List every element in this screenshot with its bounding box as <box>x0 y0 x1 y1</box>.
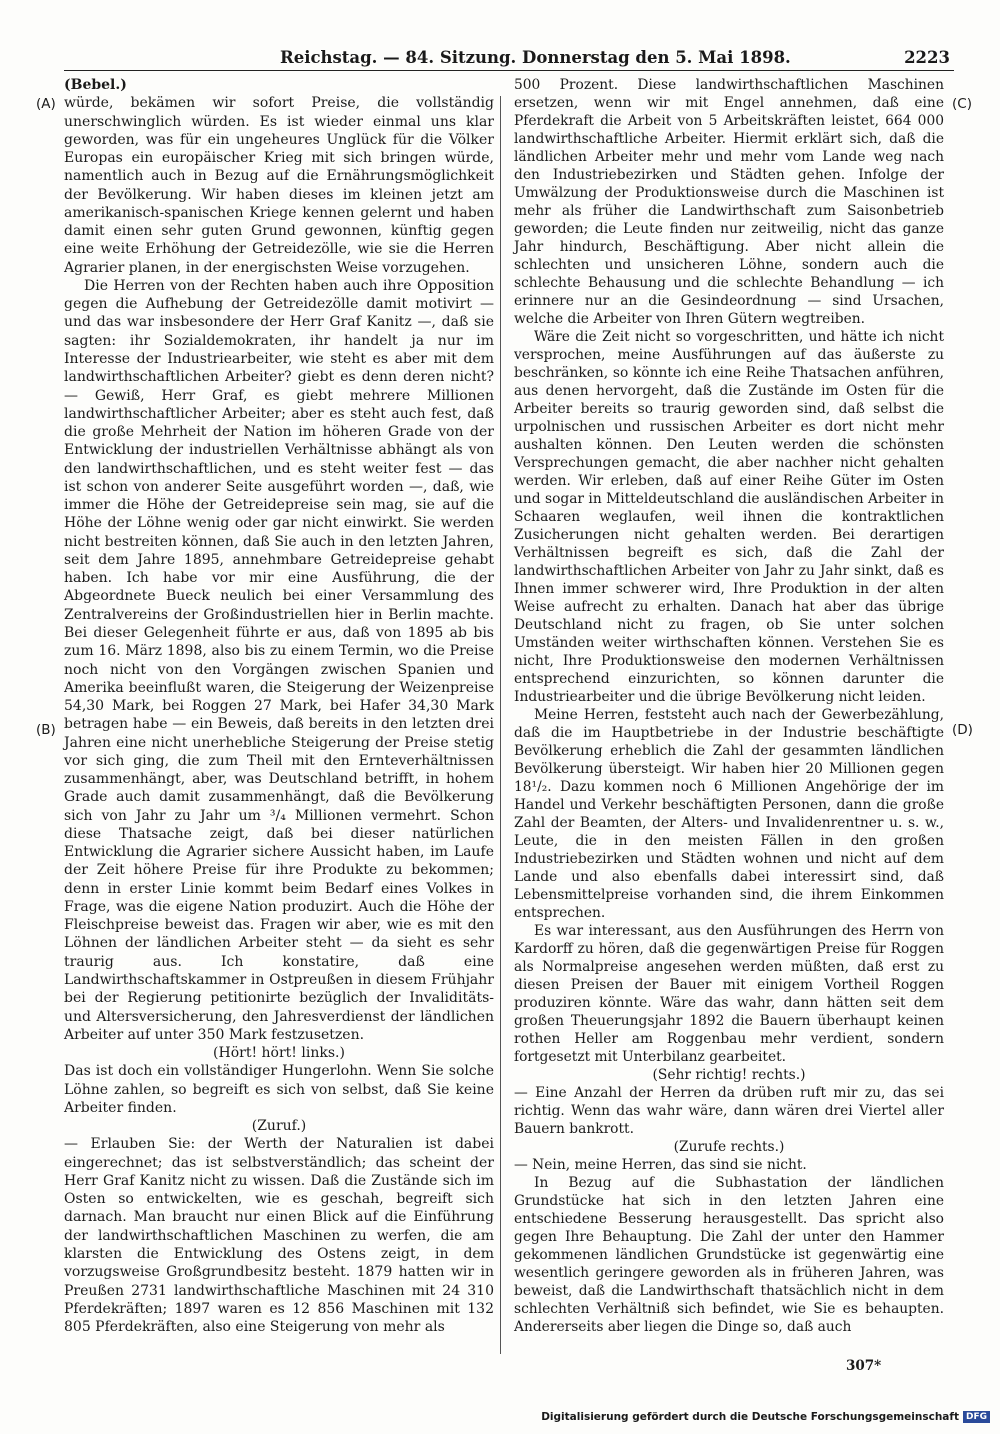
margin-marker-a: (A) <box>36 96 56 112</box>
paragraph: Die Herren von der Rechten haben auch ihre Opposition gegen die Aufhebung der Getreidezölle damit motivirt — und das war insbesondere der Herr Graf Kanitz —, daß sie sagten: ihr Sozialdemokraten, ihr handelt ja nur im Interesse der Industriearbeiter, wie steht es aber mit dem landwirthschaftlichen Arbeiter? giebt es denn deren nicht? — Gewiß, Herr Graf, es giebt mehrere Millionen landwirthschaftlicher Arbeiter; aber es steht auch fest, daß die große Mehrheit der Nation im höheren Grade von der Entwicklung der industriellen Verhältnisse abhängt als von den landwirthschaftlichen, und es steht weiter fest — das ist schon von anderer Seite ausgeführt worden —, daß, wie immer die Höhe der Getreidepreise sein mag, sie auf die Höhe der Löhne wenig oder gar nicht einwirkt. Sie werden nicht bestreiten können, daß Sie auch in den letzten Jahren, seit dem Jahre 1895, annehmbare Getreidepreise gehabt haben. Ich habe vor mir eine Ausführung, die der Abgeordnete Bueck neulich bei einer Versammlung des Zentralvereins der Großindustriellen hier in Berlin machte. Bei dieser Gelegenheit führte er aus, daß von 1895 ab bis zum 16. März 1898, also bis zu einem Termin, wo die Preise noch nicht von den Vorgängen zwischen Spanien und Amerika beeinflußt waren, die Steigerung der Weizenpreise 54,30 Mark, bei Roggen 27 Mark, bei Hafer 34,30 Mark betragen habe — ein Beweis, daß bereits in den letzten drei Jahren eine nicht unerhebliche Steigerung der Preise stetig vor sich ging, die zum Theil mit den Ernteverhältnissen zusammenhängt, aber, was Deutschland betrifft, in hohem Grade auch damit zusammenhängt, daß die Bevölkerung sich von Jahr zu Jahr um ³/₄ Millionen vermehrt. Schon diese Thatsache zeigt, daß bei dieser natürlichen Entwicklung die Agrarier sichere Aussicht haben, im Laufe der Zeit höhere Preise für ihre Produkte zu bekommen; denn in erster Linie kommt beim Bedarf eines Volkes in Frage, was die eigene Nation produzirt. Auch die Höhe der Fleischpreise beweist das. Fragen wir aber, wie es mit den Löhnen der ländlichen Arbeiter steht — da sieht es sehr traurig aus. Ich konstatire, daß eine Landwirthschaftskammer in Ostpreußen in diesem Frühjahr bei der Regierung petitionirte bezüglich der Invaliditäts- und Altersversicherung, den Jahresverdienst der ländlichen Arbeiter auf unter 350 Mark festzusetzen. <box>64 277 494 1043</box>
sheet-signature: 307* <box>846 1358 882 1374</box>
column-divider <box>500 96 501 1354</box>
right-column <box>514 76 944 1336</box>
interjection: (Zurufe rechts.) <box>673 1139 785 1155</box>
interjection: (Hört! hört! links.) <box>213 1045 345 1062</box>
paragraph: Wäre die Zeit nicht so vorgeschritten, und hätte ich nicht versprochen, meine Ausführungen auf das äußerste zu beschränken, so könnte ich eine Reihe Thatsachen anführen, aus denen hervorgeht, daß die Zustände im Osten für die Arbeiter bereits so traurig geworden sind, daß selbst die urpolnischen und russischen Arbeiter es dort nicht mehr aushalten können. Den Leuten werden die schönsten Versprechungen gemacht, die aber nachher nicht gehalten werden. Wir erleben, daß auf einer Reihe Güter im Osten und sogar in Mitteldeutschland die ausländischen Arbeiter in Schaaren weglaufen, weil ihnen die kontraktlichen Zusicherungen nicht gehalten werden. Bei derartigen Verhältnissen begreift es sich, daß die Zahl der landwirthschaftlichen Arbeiter von Jahr zu Jahr sinkt, daß es Ihnen immer schwerer wird, Ihre Produktion in der alten Weise aufrecht zu erhalten. Danach hat aber das übrige Deutschland nicht zu fragen, ob Sie unter solchen Umständen weiter wirthschaften können. Verstehen Sie es nicht, Ihre Produktionsweise den modernen Verhältnissen entsprechend einzurichten, so können darunter die Industriearbeiter und die übrige Bevölkerung nicht leiden. <box>514 329 945 705</box>
running-title: Reichstag. — 84. Sitzung. Donnerstag den 5. Mai 1898. <box>280 48 791 67</box>
speaker-label: (Bebel.) <box>64 77 127 93</box>
left-column <box>64 76 494 1336</box>
page-number: 2223 <box>904 48 950 67</box>
paragraph: — Nein, meine Herren, das sind sie nicht. <box>514 1157 807 1173</box>
paragraph: würde, bekämen wir sofort Preise, die vollständig unerschwinglich würden. Es ist wieder einmal uns klar geworden, was für ein ungeheures Unglück für die Völker Europas ein europäischer Krieg mit sich bringen würde, namentlich auch in Bezug auf die Ernährungsmöglichkeit der Bevölkerung. Wir haben dieses im kleinen jetzt am amerikanisch-spanischen Kriege kennen gelernt und haben damit einen sehr guten Grund gewonnen, künftig gegen eine weite Erhöhung der Getreidezölle, wie sie die Herren Agrarier planen, in der energischsten Weise vorzugehen. <box>64 95 494 276</box>
paragraph: Es war interessant, aus den Ausführungen des Herrn von Kardorff zu hören, daß die gegenwärtigen Preise für Roggen als Normalpreise angesehen werden müßten, daß erst zu diesen Preisen der Bauer mit einigem Vortheil Roggen produziren könnte. Wäre das wahr, dann hätten seit dem großen Theuerungsjahr 1892 die Bauern überhaupt keinen rothen Heller am Roggenbau mehr verdient, sondern fortgesetzt mit Unterbilanz gearbeitet. <box>514 923 944 1065</box>
margin-marker-d: (D) <box>952 722 973 738</box>
paragraph: Meine Herren, feststeht auch nach der Gewerbezählung, daß die im Hauptbetriebe in der Industrie beschäftigte Bevölkerung erheblich die Zahl der gesammten ländlichen Bevölkerung übersteigt. Wir haben hier 20 Millionen gegen 18¹/₂. Dazu kommen noch 6 Millionen Angehörige der im Handel und Verkehr beschäftigten Personen, dann die große Zahl der Beamten, der Alters- und Invalidenrentner u. s. w., Leute, die in den meisten Fällen in den großen Industriebezirken und Städten wohnen und nicht auf dem Lande und also ebenfalls dabei interessirt sind, daß Lebensmittelpreise vorhanden sind, die ihrem Einkommen entsprechen. <box>514 707 944 921</box>
paragraph: In Bezug auf die Subhastation der ländlichen Grundstücke hat sich in den letzten Jahren eine entschiedene Besserung herausgestellt. Das spricht also gegen Ihre Behauptung. Die Zahl der unter den Hammer gekommenen ländlichen Grundstücke ist gegenwärtig eine wesentlich geringere geworden als in früheren Jahren, was beweist, daß die Landwirthschaft thatsächlich nicht in dem schlechten Verhältniß sich befindet, wie Sie es behaupten. Andererseits aber liegen die Dinge so, daß auch <box>514 1175 944 1335</box>
dfg-logo-icon: DFG <box>963 1411 990 1423</box>
interjection: (Sehr richtig! rechts.) <box>652 1067 806 1083</box>
paragraph: 500 Prozent. Diese landwirthschaftlichen Maschinen ersetzen, wenn wir mit Engel annehmen, daß eine Pferdekraft die Arbeit von 5 Arbeitskräften leistet, 664 000 landwirthschaftliche Arbeiter. Hiermit erklärt sich, daß die ländlichen Arbeiter mehr und mehr vom Lande weg nach den Industriebezirken und Städten gehen. Infolge der Umwälzung der Produktionsweise durch die Maschinen ist mehr als früher die Landwirthschaft zum Saisonbetrieb geworden; die Leute finden nur zeitweilig, nicht das ganze Jahr hindurch, Beschäftigung. Aber nicht allein die schlechten und unsicheren Löhne, sondern auch die schlechte Behausung und die schlechte Behandlung — ich erinnere nur an die Gesindeordnung — sind Ursachen, welche die Arbeiter von Ihren Gütern wegtreiben. <box>514 77 944 327</box>
footer-credit: Digitalisierung gefördert durch die Deutsche Forschungsgemeinschaft <box>541 1411 959 1423</box>
interjection: (Zuruf.) <box>251 1118 307 1135</box>
page-header <box>64 46 954 71</box>
paragraph: — Erlauben Sie: der Werth der Naturalien ist dabei eingerechnet; das ist selbstverständlich; das scheint der Herr Graf Kanitz nicht zu wissen. Daß die Zustände sich im Osten so entwickelten, wie es geschah, begreift sich darnach. Man braucht nur einen Blick auf die Einführung der landwirthschaftlichen Maschinen zu werfen, die am klarsten die Entwicklung des Ostens zeigt, in dem vorzugsweise Großgrundbesitz besteht. 1879 hatten wir in Preußen 2731 landwirthschaftliche Maschinen mit 24 310 Pferdekräften; 1897 waren es 12 856 Maschinen mit 132 805 Pferdekräften, also eine Steigerung von mehr als <box>64 1136 494 1336</box>
paragraph: Das ist doch ein vollständiger Hungerlohn. Wenn Sie solche Löhne zahlen, so begreift es sich von selbst, daß Sie keine Arbeiter finden. <box>64 1063 494 1116</box>
digitization-footer <box>541 1410 990 1424</box>
margin-marker-b: (B) <box>36 722 56 738</box>
paragraph: — Eine Anzahl der Herren da drüben ruft mir zu, das sei richtig. Wenn das wahr wäre, dann wären drei Viertel aller Bauern bankrott. <box>514 1085 944 1137</box>
margin-marker-c: (C) <box>952 96 972 112</box>
